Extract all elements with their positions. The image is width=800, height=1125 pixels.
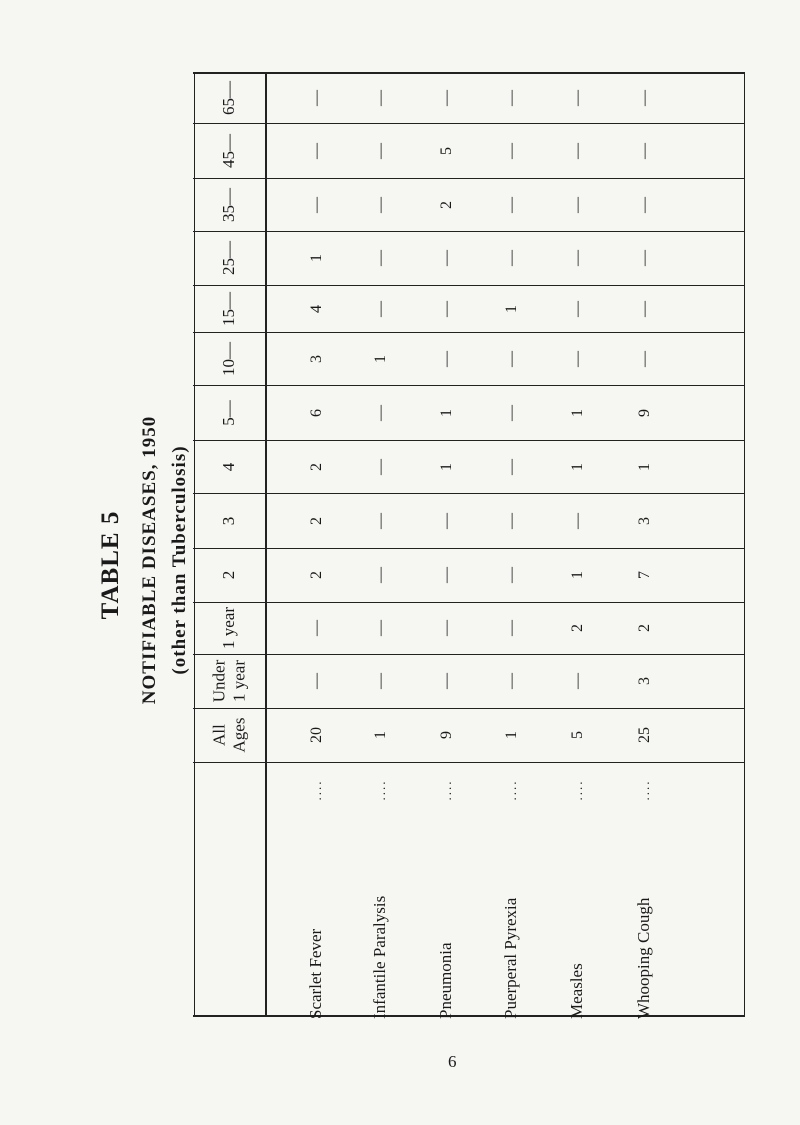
- table-cell: 9: [438, 731, 455, 739]
- table-cell: —: [372, 458, 389, 475]
- table-cell: —: [438, 620, 455, 636]
- column-header: 3: [219, 516, 239, 525]
- disease-name: Pneumonia: [436, 942, 455, 1019]
- column-rule: [193, 440, 745, 441]
- table-cell: —: [569, 250, 586, 266]
- bottom-rule: [193, 1015, 745, 1017]
- column-header: 45—: [219, 133, 239, 168]
- table-cell: —: [372, 404, 389, 421]
- right-rule: [744, 72, 745, 1015]
- table-cell: —: [308, 196, 325, 213]
- leader-dots: ....: [439, 779, 454, 801]
- leader-dots: ....: [504, 779, 519, 801]
- column-header: 4: [219, 462, 239, 471]
- table-cell: —: [569, 673, 586, 689]
- table-cell: —: [503, 350, 520, 367]
- table-cell: —: [372, 196, 389, 213]
- table-cell: —: [308, 673, 325, 689]
- column-rule: [193, 285, 745, 286]
- table-cell: —: [503, 458, 520, 475]
- table-cell: 1: [503, 731, 520, 739]
- left-rule: [194, 72, 195, 1015]
- column-rule: [193, 708, 745, 709]
- table-cell: 1: [503, 304, 520, 313]
- table-cell: —: [438, 250, 455, 266]
- column-rule: [193, 548, 745, 549]
- table-cell: —: [569, 350, 586, 367]
- disease-name: Whooping Cough: [634, 897, 653, 1019]
- table-subtitle: (other than Tuberculosis): [169, 445, 190, 675]
- table-cell: 9: [636, 408, 653, 417]
- table-cell: 6: [308, 408, 325, 417]
- column-rule: [193, 178, 745, 179]
- table-cell: —: [372, 89, 389, 106]
- table-title: NOTIFIABLE DISEASES, 1950: [139, 415, 160, 705]
- table-cell: 1: [569, 571, 586, 579]
- table-cell: 20: [308, 727, 325, 743]
- column-header: All Ages: [209, 717, 248, 753]
- table-cell: 1: [438, 462, 455, 471]
- column-rule: [193, 602, 745, 603]
- table-cell: 4: [308, 304, 325, 313]
- table-cell: —: [372, 250, 389, 266]
- table-cell: 1: [569, 462, 586, 471]
- header-rule: [265, 72, 267, 1015]
- column-rule: [193, 654, 745, 655]
- column-header: 25—: [219, 241, 239, 275]
- table-cell: —: [438, 350, 455, 367]
- disease-name: Measles: [567, 963, 586, 1019]
- table-cell: —: [372, 673, 389, 689]
- table-cell: —: [503, 620, 520, 636]
- table-cell: 2: [569, 624, 586, 632]
- column-rule: [193, 123, 745, 124]
- leader-dots: ....: [373, 779, 388, 801]
- table-cell: —: [503, 512, 520, 529]
- table-number: TABLE 5: [97, 510, 124, 620]
- table-cell: 1: [636, 462, 653, 471]
- table-cell: —: [438, 567, 455, 583]
- column-header: Under 1 year: [209, 659, 248, 703]
- table-cell: 1: [438, 408, 455, 417]
- table-cell: 1: [569, 408, 586, 417]
- column-header: 2: [219, 570, 239, 580]
- table-cell: —: [438, 673, 455, 689]
- table-cell: 1: [372, 731, 389, 739]
- table-cell: —: [569, 89, 586, 106]
- table-cell: —: [372, 300, 389, 317]
- table-cell: 3: [308, 354, 325, 363]
- table-cell: —: [438, 89, 455, 106]
- table-cell: —: [308, 142, 325, 159]
- table-cell: 3: [636, 677, 653, 685]
- table-cell: —: [372, 142, 389, 159]
- column-header: 65—: [219, 80, 239, 115]
- table-cell: 5: [438, 146, 455, 155]
- page-number: 6: [448, 1052, 457, 1071]
- column-header: 15—: [219, 291, 239, 326]
- leader-dots: ....: [637, 779, 652, 801]
- table-cell: 25: [636, 727, 653, 743]
- table-cell: —: [372, 620, 389, 636]
- disease-name: Puerperal Pyrexia: [501, 897, 520, 1019]
- table-cell: —: [438, 512, 455, 529]
- table-cell: —: [503, 404, 520, 421]
- column-rule: [193, 332, 745, 333]
- table-cell: —: [503, 567, 520, 583]
- table-cell: 5: [569, 731, 586, 739]
- disease-name: Scarlet Fever: [306, 928, 325, 1019]
- table-cell: 2: [308, 571, 325, 579]
- table-cell: —: [569, 300, 586, 317]
- table-cell: 2: [308, 516, 325, 525]
- table-cell: 1: [372, 354, 389, 363]
- column-header: 5—: [219, 399, 239, 426]
- table-cell: 7: [636, 571, 653, 579]
- column-header: 35—: [219, 187, 239, 222]
- table-cell: —: [636, 142, 653, 159]
- column-header: 1 year: [219, 606, 239, 650]
- column-rule: [193, 385, 745, 386]
- table-cell: —: [372, 512, 389, 529]
- table-cell: —: [569, 142, 586, 159]
- table-cell: —: [308, 620, 325, 636]
- column-rule: [193, 231, 745, 232]
- table-cell: —: [438, 300, 455, 317]
- column-header: 10—: [219, 341, 239, 376]
- table-cell: 2: [438, 200, 455, 209]
- column-rule: [193, 762, 745, 763]
- table-cell: —: [636, 250, 653, 266]
- table-cell: —: [503, 196, 520, 213]
- disease-name: Infantile Paralysis: [370, 895, 389, 1019]
- leader-dots: ....: [309, 779, 324, 801]
- table-cell: —: [503, 89, 520, 106]
- table-cell: —: [569, 512, 586, 529]
- table-cell: —: [308, 89, 325, 106]
- table-cell: 1: [308, 254, 325, 262]
- table-cell: 2: [308, 462, 325, 471]
- table-cell: —: [372, 567, 389, 583]
- table-cell: —: [636, 350, 653, 367]
- leader-dots: ....: [570, 779, 585, 801]
- table-cell: —: [636, 196, 653, 213]
- table-cell: 3: [636, 516, 653, 525]
- table-cell: —: [636, 89, 653, 106]
- table-cell: —: [636, 300, 653, 317]
- table-cell: —: [503, 250, 520, 266]
- column-rule: [193, 493, 745, 494]
- table-cell: 2: [636, 624, 653, 632]
- table-cell: —: [503, 142, 520, 159]
- table-cell: —: [569, 196, 586, 213]
- table-cell: —: [503, 673, 520, 689]
- top-rule: [193, 72, 745, 74]
